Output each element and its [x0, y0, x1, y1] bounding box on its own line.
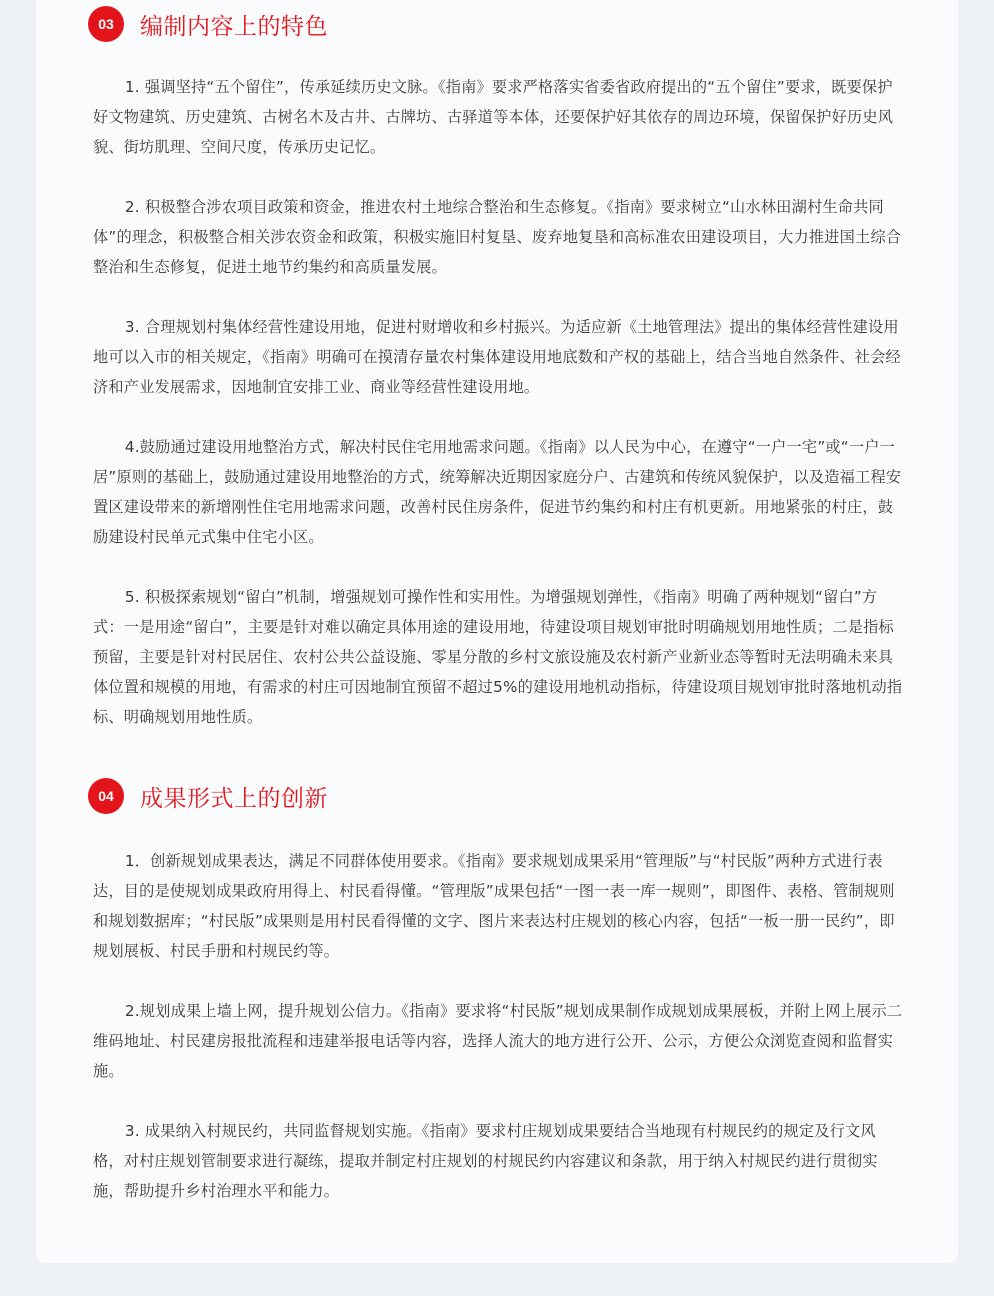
section-title: 成果形式上的创新: [140, 785, 328, 812]
section-number-badge: 04: [88, 778, 124, 814]
paragraph: 3. 合理规划村集体经营性建设用地，促进村财增收和乡村振兴。为适应新《土地管理法》提出的集体经营性建设用地可以入市的相关规定，《指南》明确可在摸清存量农村集体建设用地底数和产权的基础上，结合当地自然条件、社会经济和产业发展需求，因地制宜安排工业、商业等经营性建设用地。: [93, 318, 901, 396]
paragraph: 1. 强调坚持“五个留住”，传承延续历史文脉。《指南》要求严格落实省委省政府提出的“五个留住”要求，既要保护好文物建筑、历史建筑、古树名木及古井、古牌坊、古驿道等本体，还要保护好其依存的周边环境，保留保护好历史风貌、街坊肌理、空间尺度，传承历史记忆。: [93, 78, 894, 156]
section-title: 编制内容上的特色: [140, 13, 328, 40]
section-header-03: [88, 6, 328, 42]
paragraph: 4.鼓励通过建设用地整治方式，解决村民住宅用地需求问题。《指南》以人民为中心，在遵守“一户一宅”或“一户一居”原则的基础上，鼓励通过建设用地整治的方式，统筹解决近期因家庭分户、古建筑和传统风貌保护，以及造福工程安置区建设带来的新增刚性住宅用地需求问题，改善村民住房条件，促进节约集约和村庄有机更新。用地紧张的村庄，鼓励建设村民单元式集中住宅小区。: [93, 438, 902, 546]
paragraph: 2.规划成果上墙上网，提升规划公信力。《指南》要求将“村民版”规划成果制作成规划成果展板，并附上网上展示二维码地址、村民建房报批流程和违建举报电话等内容，选择人流大的地方进行公开、公示，方便公众浏览查阅和监督实施。: [93, 1002, 903, 1080]
paragraph: 1．创新规划成果表达，满足不同群体使用要求。《指南》要求规划成果采用“管理版”与“村民版”两种方式进行表达，目的是使规划成果政府用得上、村民看得懂。“管理版”成果包括“一图一表一库一规则”，即图件、表格、管制规则和规划数据库；“村民版”成果则是用村民看得懂的文字、图片来表达村庄规划的核心内容，包括“一板一册一民约”，即规划展板、村民手册和村规民约等。: [93, 852, 895, 960]
paragraph: 3. 成果纳入村规民约，共同监督规划实施。《指南》要求村庄规划成果要结合当地现有村规民约的规定及行文风格，对村庄规划管制要求进行凝练，提取并制定村庄规划的村规民约内容建议和条款，用于纳入村规民约进行贯彻实施，帮助提升乡村治理水平和能力。: [93, 1122, 878, 1200]
section-header-04: [88, 778, 328, 814]
paragraph: 2. 积极整合涉农项目政策和资金，推进农村土地综合整治和生态修复。《指南》要求树立“山水林田湖村生命共同体”的理念，积极整合相关涉农资金和政策，积极实施旧村复垦、废弃地复垦和高标准农田建设项目，大力推进国土综合整治和生态修复，促进土地节约集约和高质量发展。: [93, 198, 902, 276]
section-number-badge: 03: [88, 6, 124, 42]
paragraph: 5. 积极探索规划“留白”机制，增强规划可操作性和实用性。为增强规划弹性，《指南》明确了两种规划“留白”方式：一是用途“留白”，主要是针对难以确定具体用途的建设用地，待建设项目规划审批时明确规划用地性质；二是指标预留，主要是针对村民居住、农村公共公益设施、零星分散的乡村文旅设施及农村新产业新业态等暂时无法明确未来具体位置和规模的用地，有需求的村庄可因地制宜预留不超过5%的建设用地机动指标，待建设项目规划审批时落地机动指标、明确规划用地性质。: [93, 588, 903, 726]
